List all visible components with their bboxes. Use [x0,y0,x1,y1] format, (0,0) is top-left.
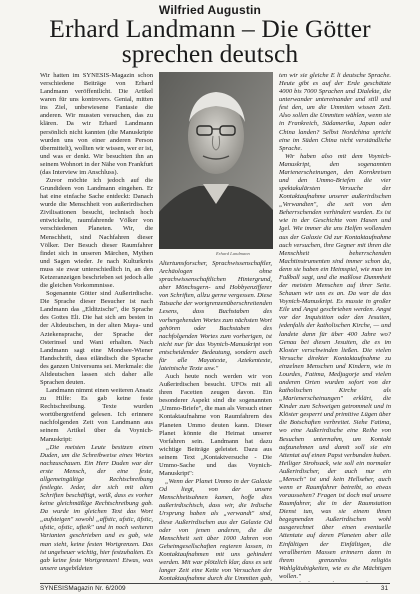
footer-magazine-issue: SYNESISMagazin Nr. 6/2009 [40,585,126,592]
paragraph [279,581,391,582]
article-author: Wilfried Augustin [158,3,262,17]
portrait-image [159,72,273,249]
quote-paragraph: „Wenn der Planet Ummo in der Galaxie Od liegt, von der unsere Menschheitsahnen kamen, hoffe dies außerirdischisch, dass wir, die Irdische Ursprung haben als „verwandt" sind, diese Außerirdischen aus der Galaxie Od oder von jenen anderen, die die Menschheit seit über 1000 Jahren von Geheimgesellschaften regieren lassen, in Kontaktaufnahmen mit uns gehindert werden. Mit war plötzlich klar, dass es seit langer Zeit eine Kette von Versuchen der Kontaktaufnahme durch die Ummiten gab, [159,478,272,582]
page-number: 31 [380,585,388,592]
quote-paragraph: ten wir sie gleiche E li deutsche Sprache. Heute gibt es auf der Erde geschätzte 4000 bis 7000 Sprachen und Dialekte, die unterwander untereinander und still und fest den, um die Ummiten wissen Zeit. Also sollen die Ummiten wählen, wenn sie in Frankreich, Südamerika, Japan oder China landen? Selbst Nordchina spricht eine im Süden China nicht verständliche Sprache. [279,72,391,152]
left-column [40,72,153,582]
paragraph: Sogenannte Götter sind Außerirdische. Die Sprache dieser Besucher ist nach Landmann das „Elditzische", die Sprache des Gottes Eli. Die hat sich am besten in der Altdeutschen, in der alten Maya- und Aztekensprache, der Sprache der Osterinsel und Wani erhalten. Nach Landmann sagt eine Mondsee-Wiener Handschrift, dass eiländisch die Sprache des ganzen Universums sei. Merkmale: die Altdeutschen lassen sich daher alle Sprachen deuten. [40,290,153,386]
footer-divider [40,583,390,584]
quote-paragraph: Wir haben also mit dem Voynich-Manuskript, den sogenannten Marienerscheinungen, den Kornkreisen und den Ummo-Briefen die vier spektakulärsten Versuche der Kontaktaufnahme unserer außerirdischen „Verwandten", die seit von den Beherrschenden verhindert wurden. Es ist wie in der Geschichte vom Hasen und Igel. Wie immer die uns Helfen wollenden aus der Galaxie Od zur Kontaktaufnahme auch versuchen, ihre Gegner mit ihren die Menschheit beherrschenden Machtinstrumenten sind immer schon da, denn sie haben ein Heimspiel, wie man im Fußball sagt, und die maßlose Dummheit der meisten Menschen auf ihrer Seite. Schauen wir uns es an. Da war da das Voynich-Manuskript. Es musste in großer Eile und Angst geschrieben werden. Angst vor der Inquisition oder den Jesuiten, jedenfalls der katholischen Kirche, — und landete dann für über 400 Jahre wo? Genau bei diesen Jesuiten, die es im Kloster verschwinden ließen. Die vielen Versuche direkter Kontaktaufnahme zu einzelnen Menschen und Kindern, wie in Lourdes, Fatima, Medjugorje und vielen anderen Orten wurden sofort von der katholischen Kirche als „Marienerscheinungen" erklärt, die Kinder zum Schweigen getrommelt und in Klöster gesperrt und primitive Lügen über die Botschaften verbreitet. Siehe Fatima, wo eine Außerirdische eine Reihe von Besuchen unternahm, um Kontakt aufzunehmen und damit soll sie ein Attentat auf einen Papst verbunden haben. Heiliger Strohsack, wie soll ein normaler Außerirdischer, der auch nur ein „Mensch" ist und kein Hellseher, auch wenn er Raumfahrer betreibt, so etwas voraussehen? Fragen ist doch mal unsere Raumfahrer, die in der Raumstation Dienst tun, was sie einem ihnen begegnenden Außerirdischen wohl ausgerechnet über einen eventuelle Attentate auf deren Planeten aber alle Einfältigen der Einfältigen, die verallberten Massen erinnern dann in ihrem grenzenlos religiös Wahlgläubigkeiten, wie es die Mächtigen wollen." [279,152,391,580]
paragraph: Landmann nimmt einen weiteren Ansatz zu Hilfe: Es gab keine feste Rechtschreibung. Texte wurden wortübergreifend gelesen. Ich erinnere nachfolgenden Zeit von Landmann aus seinem Artikel über da Voynich-Manuskript: [40,387,153,443]
right-column [279,72,391,582]
quote-paragraph: „Die meisten Leute besitzen einen Duden, um die Schreibweise eines Wortes nachzuschauen. Ein Herr Duden war der erste Mensch, der eine feste, allgemeingültige Rechtschreibung festlegte. Jeder, der sich mit alten Schriften beschäftigt, weiß, dass es vorher keine gleichmäßige Rechtschreibung gab. Da wurde im gleichen Text das Wort „aufsteigen" sowohl „affstic, ufstic, üfstic, ufstic, ofstic, ufteik" und in noch weiteren Varianten geschrieben und es gab, wie man sieht, keine festen Wortgrenzen. Das ist ungeheuer wichtig, hier festzuhalten. Es gab keine feste Wortgrenzen! Etwas, was unsere ungebildeten [40,443,153,572]
title-line-2: sprechen deutsch [121,39,299,68]
paragraph: Zuvor möchte ich jedoch auf die Grundideen von Landmann eingehen. Er hat eine einfache Sache entdeckt: Danach wurde die Menschheit von außerirdischen Zivilisationen besucht, technisch hoch entwickelte, raumfahrende Völker von verschiedenen Planeten. Wir, die Menschheit, sind Nachfahren dieser Völker. Der Besuch dieser Raumfahrer findet sich in unseren Märchen, Mythen und Sagen wieder. Je nach Kulturkreis muss sie zwar unterschiedlich in, an den Ketzeranzeigen beschrieben sei jedoch alle die gleichen Vorkommnisse. [40,177,153,290]
middle-column [159,260,272,582]
title-line-1: Erhard Landmann – Die Götter [49,14,371,43]
paragraph: Auch heute noch werden wir von Außerirdischen besucht. UFOs mit all ihren Facetten zeugen davon. Ein besonderer Aspekt sind die sogenannten „Ummo-Briefe", die man als Versuch einer Kontaktaufnahme von Raumfahrern des Planeten Ummo deuten kann. Dieser Planet könnte die Heimat unserer Vorfahren sein. Landmann hat dazu wichtige Beiträge geleistet. Dazu aus seinem Text „Kontaktversuche - Die Ummo-Sache und das Voynich-Manuskript": [159,373,272,478]
article-title [0,16,420,66]
photo-caption: Erhard Landmann [216,251,250,256]
quote-paragraph: Altertumsforscher, Sprachwissenschaftler, Archäologen ohne sprachwissenschaftlichen Hintergrund, aber Mönchsgern- und Hobbyenzifferer von Schriften, allzu gerne vergessen. Diese Tatsache der wortgrenzenüberschreitenden Lesens, dass Buchstaben des vorhergehenden Wortes zum nächsten Wort gehören oder Buchstaben des nachfolgenden Wortes zum vorherigen, ist nicht nur für das Voynich-Manuskript von entscheidender Bedeutung, sondern auch für alle Mayatexte, Aztekentexte, lateinische Texte usw." [159,260,272,373]
author-photo [159,72,273,249]
paragraph: Wir hatten im SYNESIS-Magazin schon verschiedene Beiträge von Erhard Landmann veröffentlicht. Die Artikel waren für uns kontrovers. Genial, mitten ins Ziel, unbewiesene Fantasie die anderen. Wir mussten versuchen, das zu klären. Da wir Erhard Landmann persönlich nicht kannten (die Manuskripte wurden uns von einer anderen Person übermittelt), wollten wir wissen, wer er ist, und was er denkt. Wir besuchten ihn an seinem Wohnort in der Nähe von Frankfurt (das Interview im Anschluss). [40,72,153,176]
